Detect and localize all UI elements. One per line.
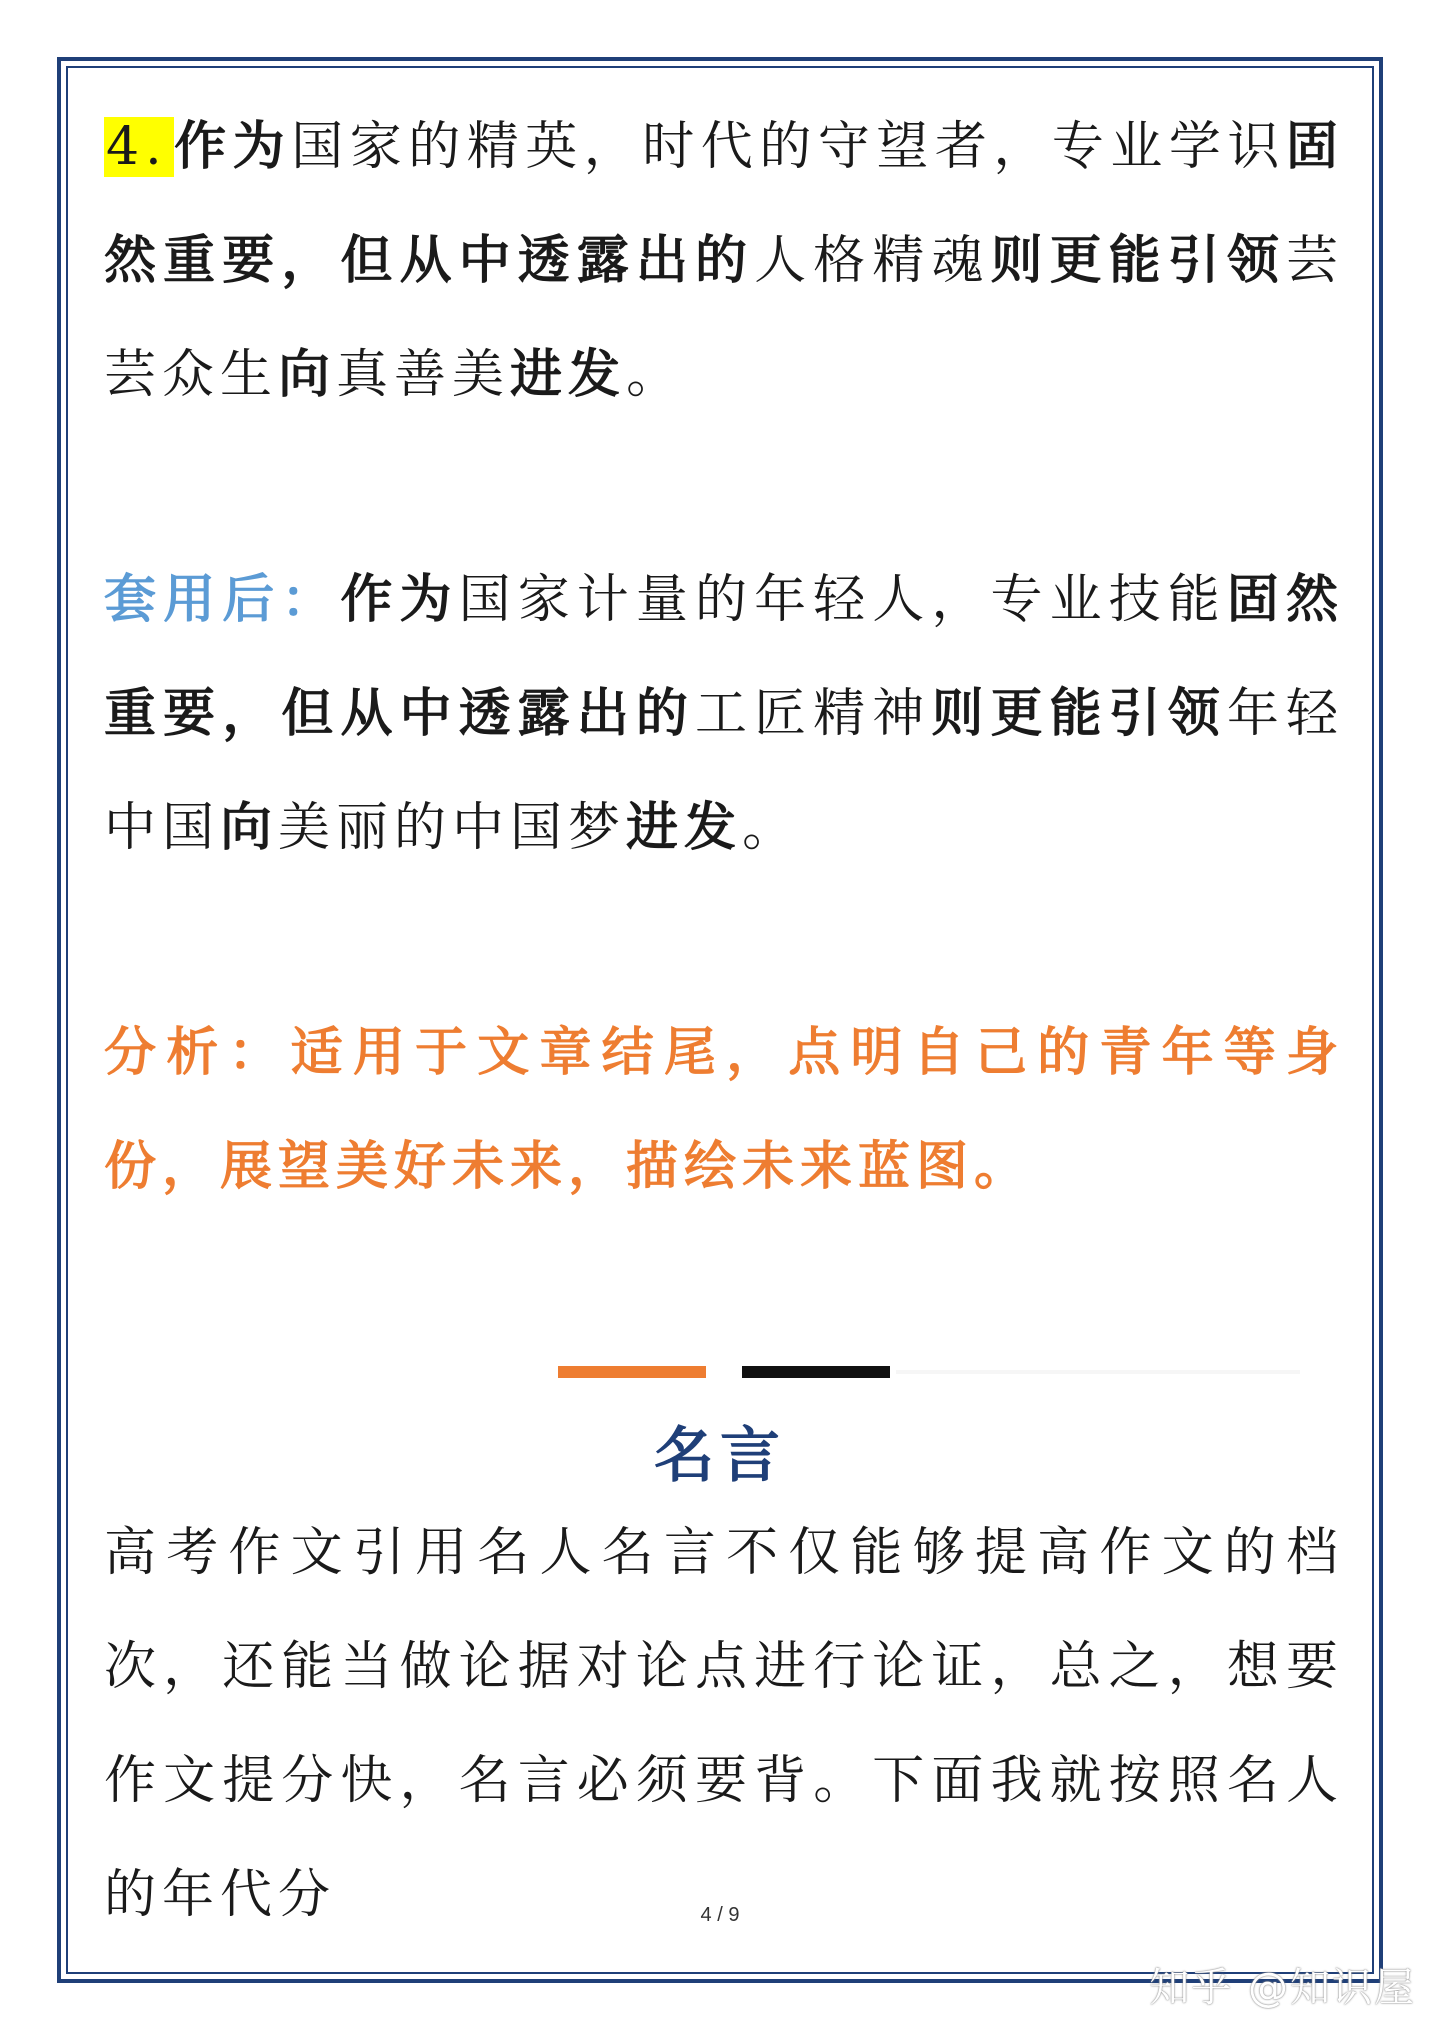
section-title: 名言 — [654, 1421, 786, 1491]
text-run: 美丽的中国梦 — [278, 798, 627, 858]
text-run: 。 — [742, 798, 801, 858]
divider-orange-bar — [558, 1366, 706, 1378]
example-original-runs — [104, 117, 1344, 405]
watermark-text: 知乎 @知识屋 — [1149, 1965, 1416, 2011]
bold-text-run: 作为 — [173, 116, 292, 177]
text-run: 年轻中国 — [104, 684, 1344, 858]
example-number-highlight: 4. — [104, 117, 174, 177]
bold-text-run: 则更能引领 — [931, 683, 1227, 744]
section-intro: 高考作文引用名人名言不仅能够提高作文的档次，还能当做论据对论点进行论证，总之，想要作文提分快，名言必须要背。下面我就按照名人的年代分 — [104, 1523, 1344, 1925]
example-applied — [104, 543, 1344, 885]
bold-text-run: 向 — [278, 344, 337, 405]
analysis-text: 分析：适用于文章结尾，点明自己的青年等身份，展望美好未来，描绘未来蓝图。 — [104, 1022, 1344, 1197]
example-original — [104, 90, 1344, 432]
divider-black-bar — [742, 1366, 890, 1378]
text-run: 芸芸众生 — [104, 231, 1344, 405]
bold-text-run: 固然重要，但从中透露出的 — [104, 116, 1344, 291]
bold-text-run: 固然重要，但从中透露出的 — [104, 569, 1344, 744]
text-run: 人格精魂 — [754, 231, 991, 291]
bold-text-run: 作为 — [340, 569, 459, 630]
applied-label: 套用后： — [104, 569, 341, 630]
text-run: 。 — [626, 345, 685, 405]
text-run: 国家计量的年轻人，专业技能 — [458, 570, 1227, 630]
text-run: 国家的精英，时代的守望者，专业学识 — [291, 117, 1286, 177]
bold-text-run: 进发 — [510, 344, 627, 405]
text-run: 真善美 — [336, 345, 511, 405]
bold-text-run: 则更能引领 — [990, 230, 1286, 291]
bold-text-run: 进发 — [626, 797, 743, 858]
bold-text-run: 向 — [220, 797, 279, 858]
divider-faint-line — [896, 1370, 1300, 1374]
page-number: 4 / 9 — [700, 1904, 740, 1926]
text-run: 工匠精神 — [694, 684, 932, 744]
